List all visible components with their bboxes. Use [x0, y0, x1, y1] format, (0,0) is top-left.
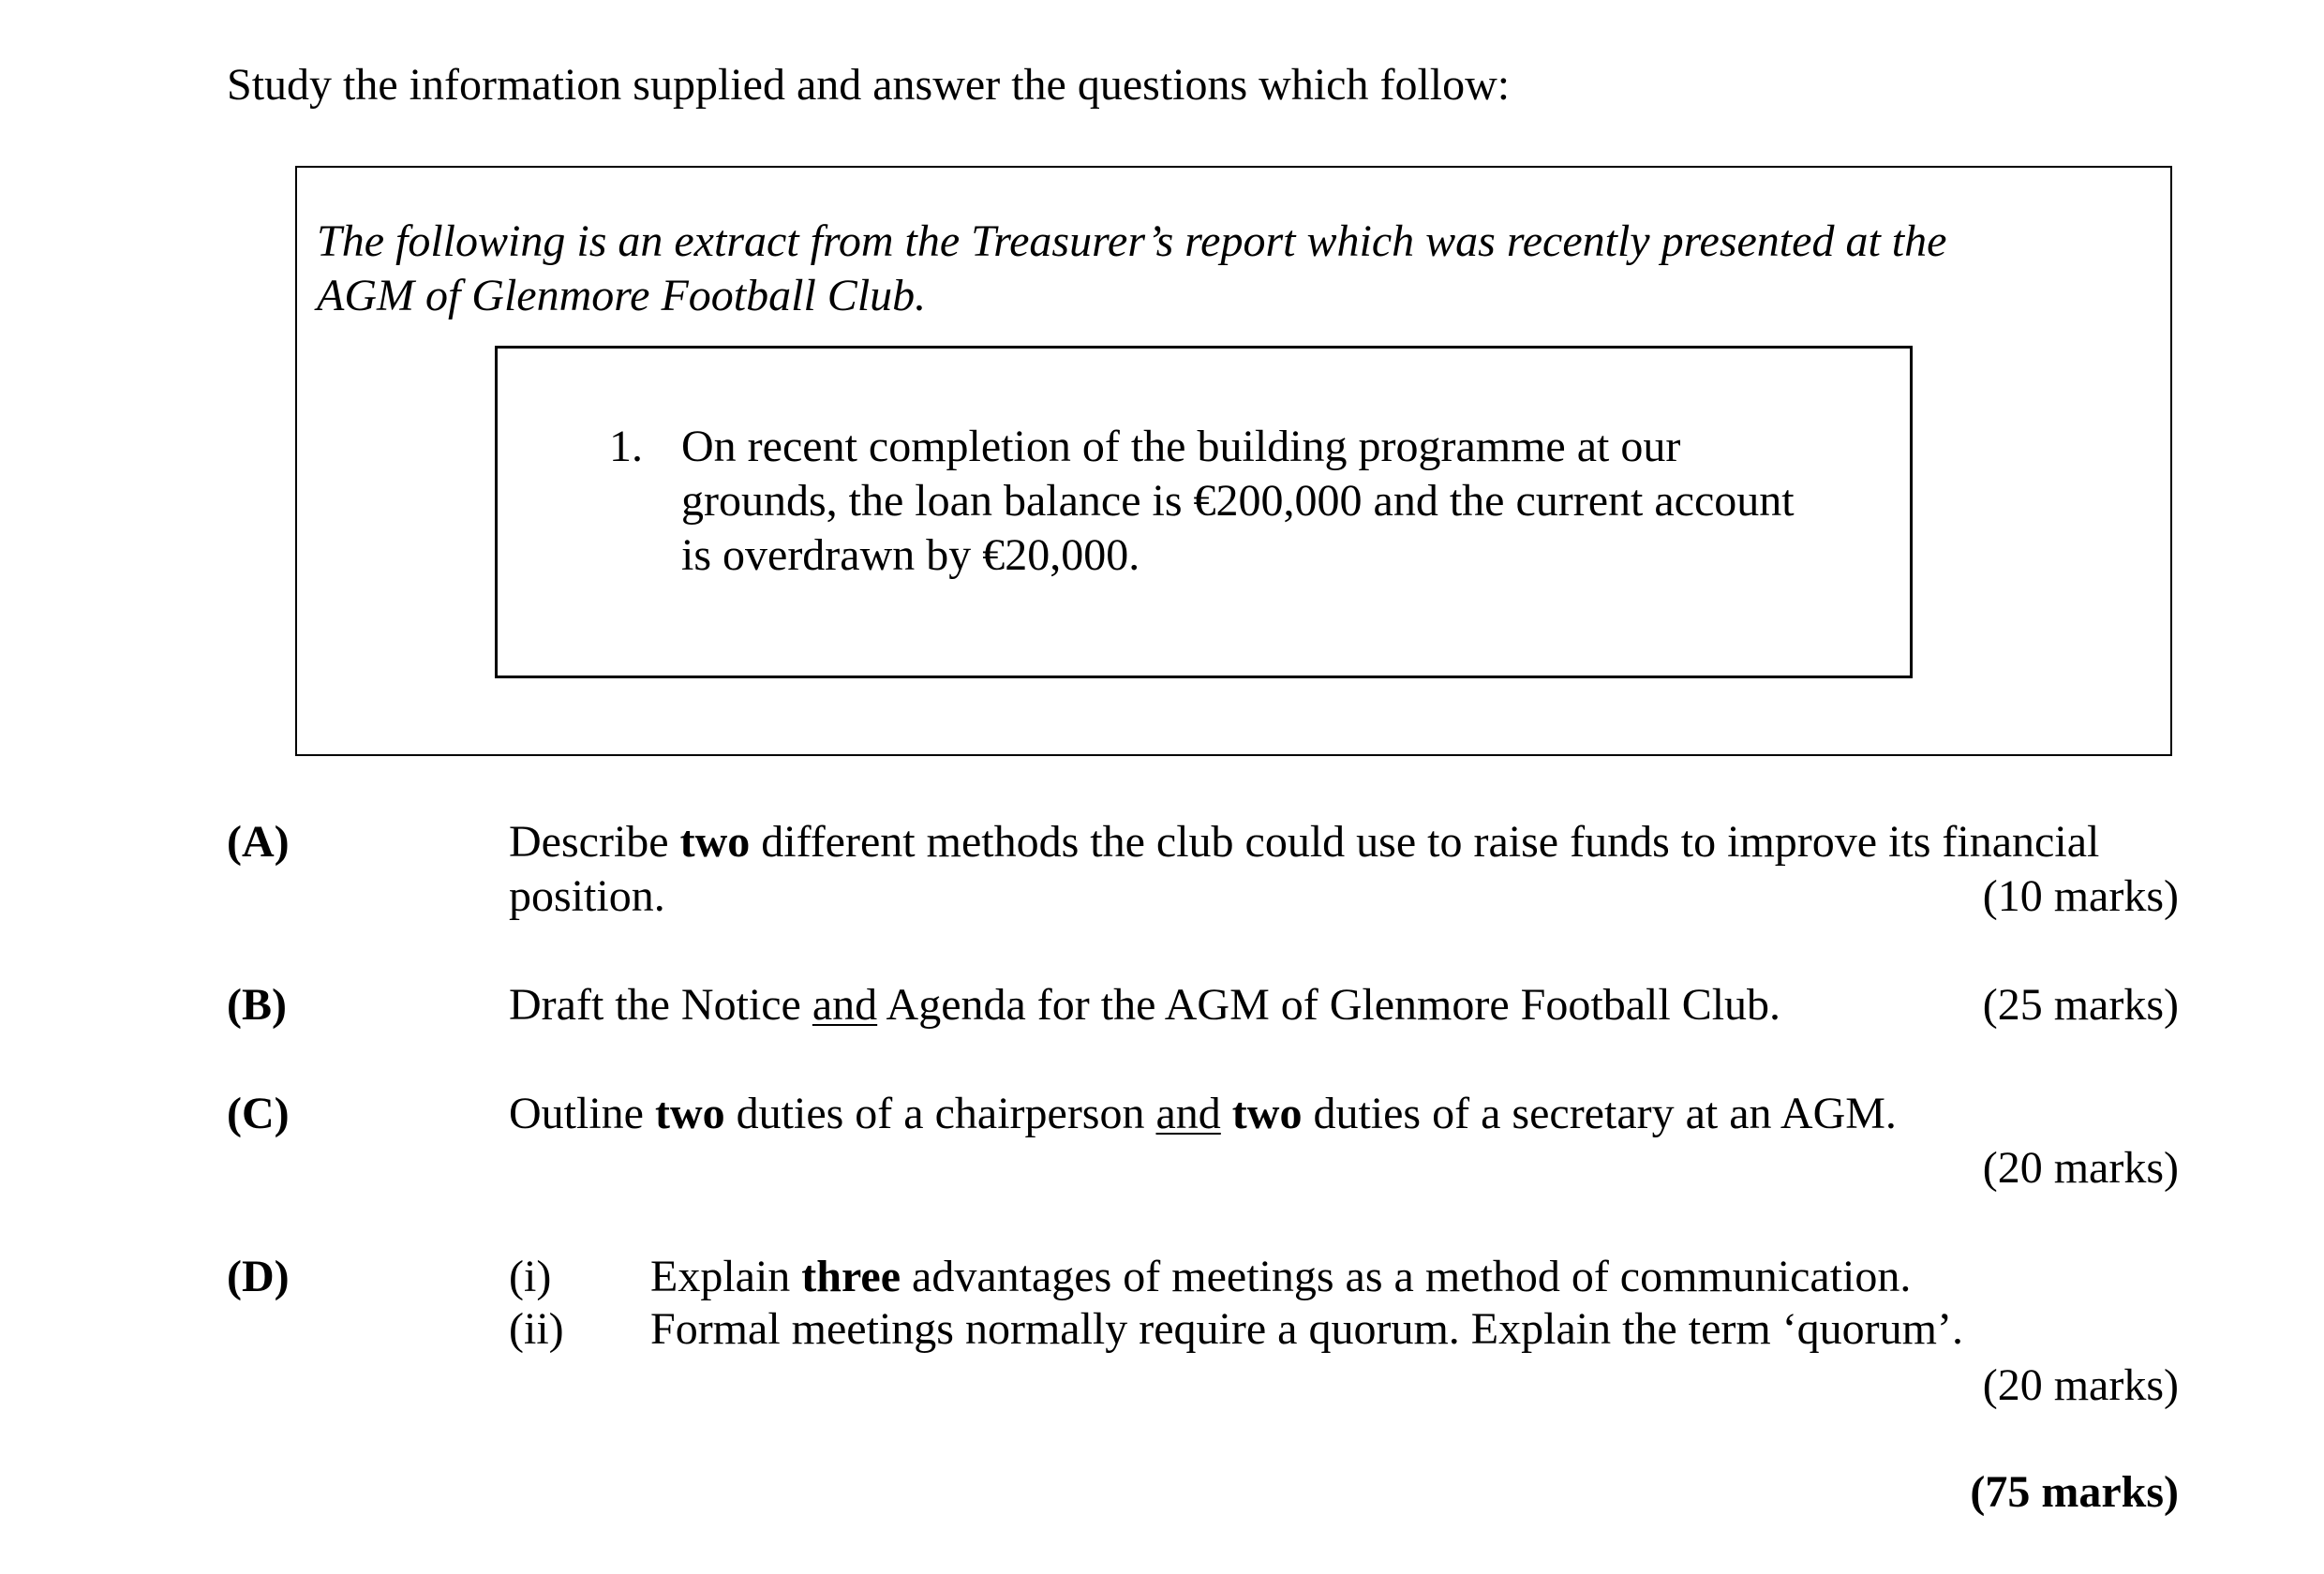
question-d-ii-label: (ii) [509, 1304, 564, 1354]
extract-intro [317, 215, 1946, 323]
question-c-label: (C) [227, 1089, 290, 1138]
question-d-marks: (20 marks) [1982, 1360, 2179, 1410]
question-a-emphasis: two [679, 817, 751, 867]
extract-line-1: The following is an extract from the Treasurer’s report which was recently presented at the [317, 216, 1947, 266]
question-c-underline: and [1155, 1089, 1221, 1138]
question-d-i-label: (i) [509, 1252, 552, 1301]
question-b-text: Draft the Notice and Agenda for the AGM of Glenmore Football Club. [509, 980, 1781, 1030]
question-d-label: (D) [227, 1252, 290, 1301]
question-c-text: Outline two duties of a chairperson and two duties of a secretary at an AGM. [509, 1089, 1897, 1138]
report-line-3: is overdrawn by €20,000. [681, 530, 1140, 580]
question-a-line-1: Describe two different methods the club could use to raise funds to improve its financial [509, 817, 2100, 867]
question-b-marks: (25 marks) [1982, 980, 2179, 1030]
question-a-text [509, 815, 2099, 924]
report-line-1: On recent completion of the building programme at our [681, 422, 1681, 471]
total-marks: (75 marks) [1970, 1467, 2179, 1517]
question-a-line-2: position. [509, 871, 665, 921]
instructions: Study the information supplied and answer the questions which follow: [227, 60, 1511, 110]
question-d-i-text: Explain three advantages of meetings as a method of communication. [650, 1252, 1912, 1301]
report-item [681, 420, 1795, 583]
question-b-underline: and [812, 980, 878, 1030]
question-d-ii-text: Formal meetings normally require a quorum. Explain the term ‘quorum’. [650, 1304, 1963, 1354]
report-line-2: grounds, the loan balance is €200,000 and the current account [681, 476, 1795, 526]
question-c-marks: (20 marks) [1982, 1143, 2179, 1193]
question-a-marks: (10 marks) [1982, 871, 2179, 921]
extract-line-2: AGM of Glenmore Football Club. [317, 271, 927, 320]
question-a-label: (A) [227, 817, 290, 867]
report-item-number: 1. [609, 422, 643, 471]
question-b-label: (B) [227, 980, 287, 1030]
